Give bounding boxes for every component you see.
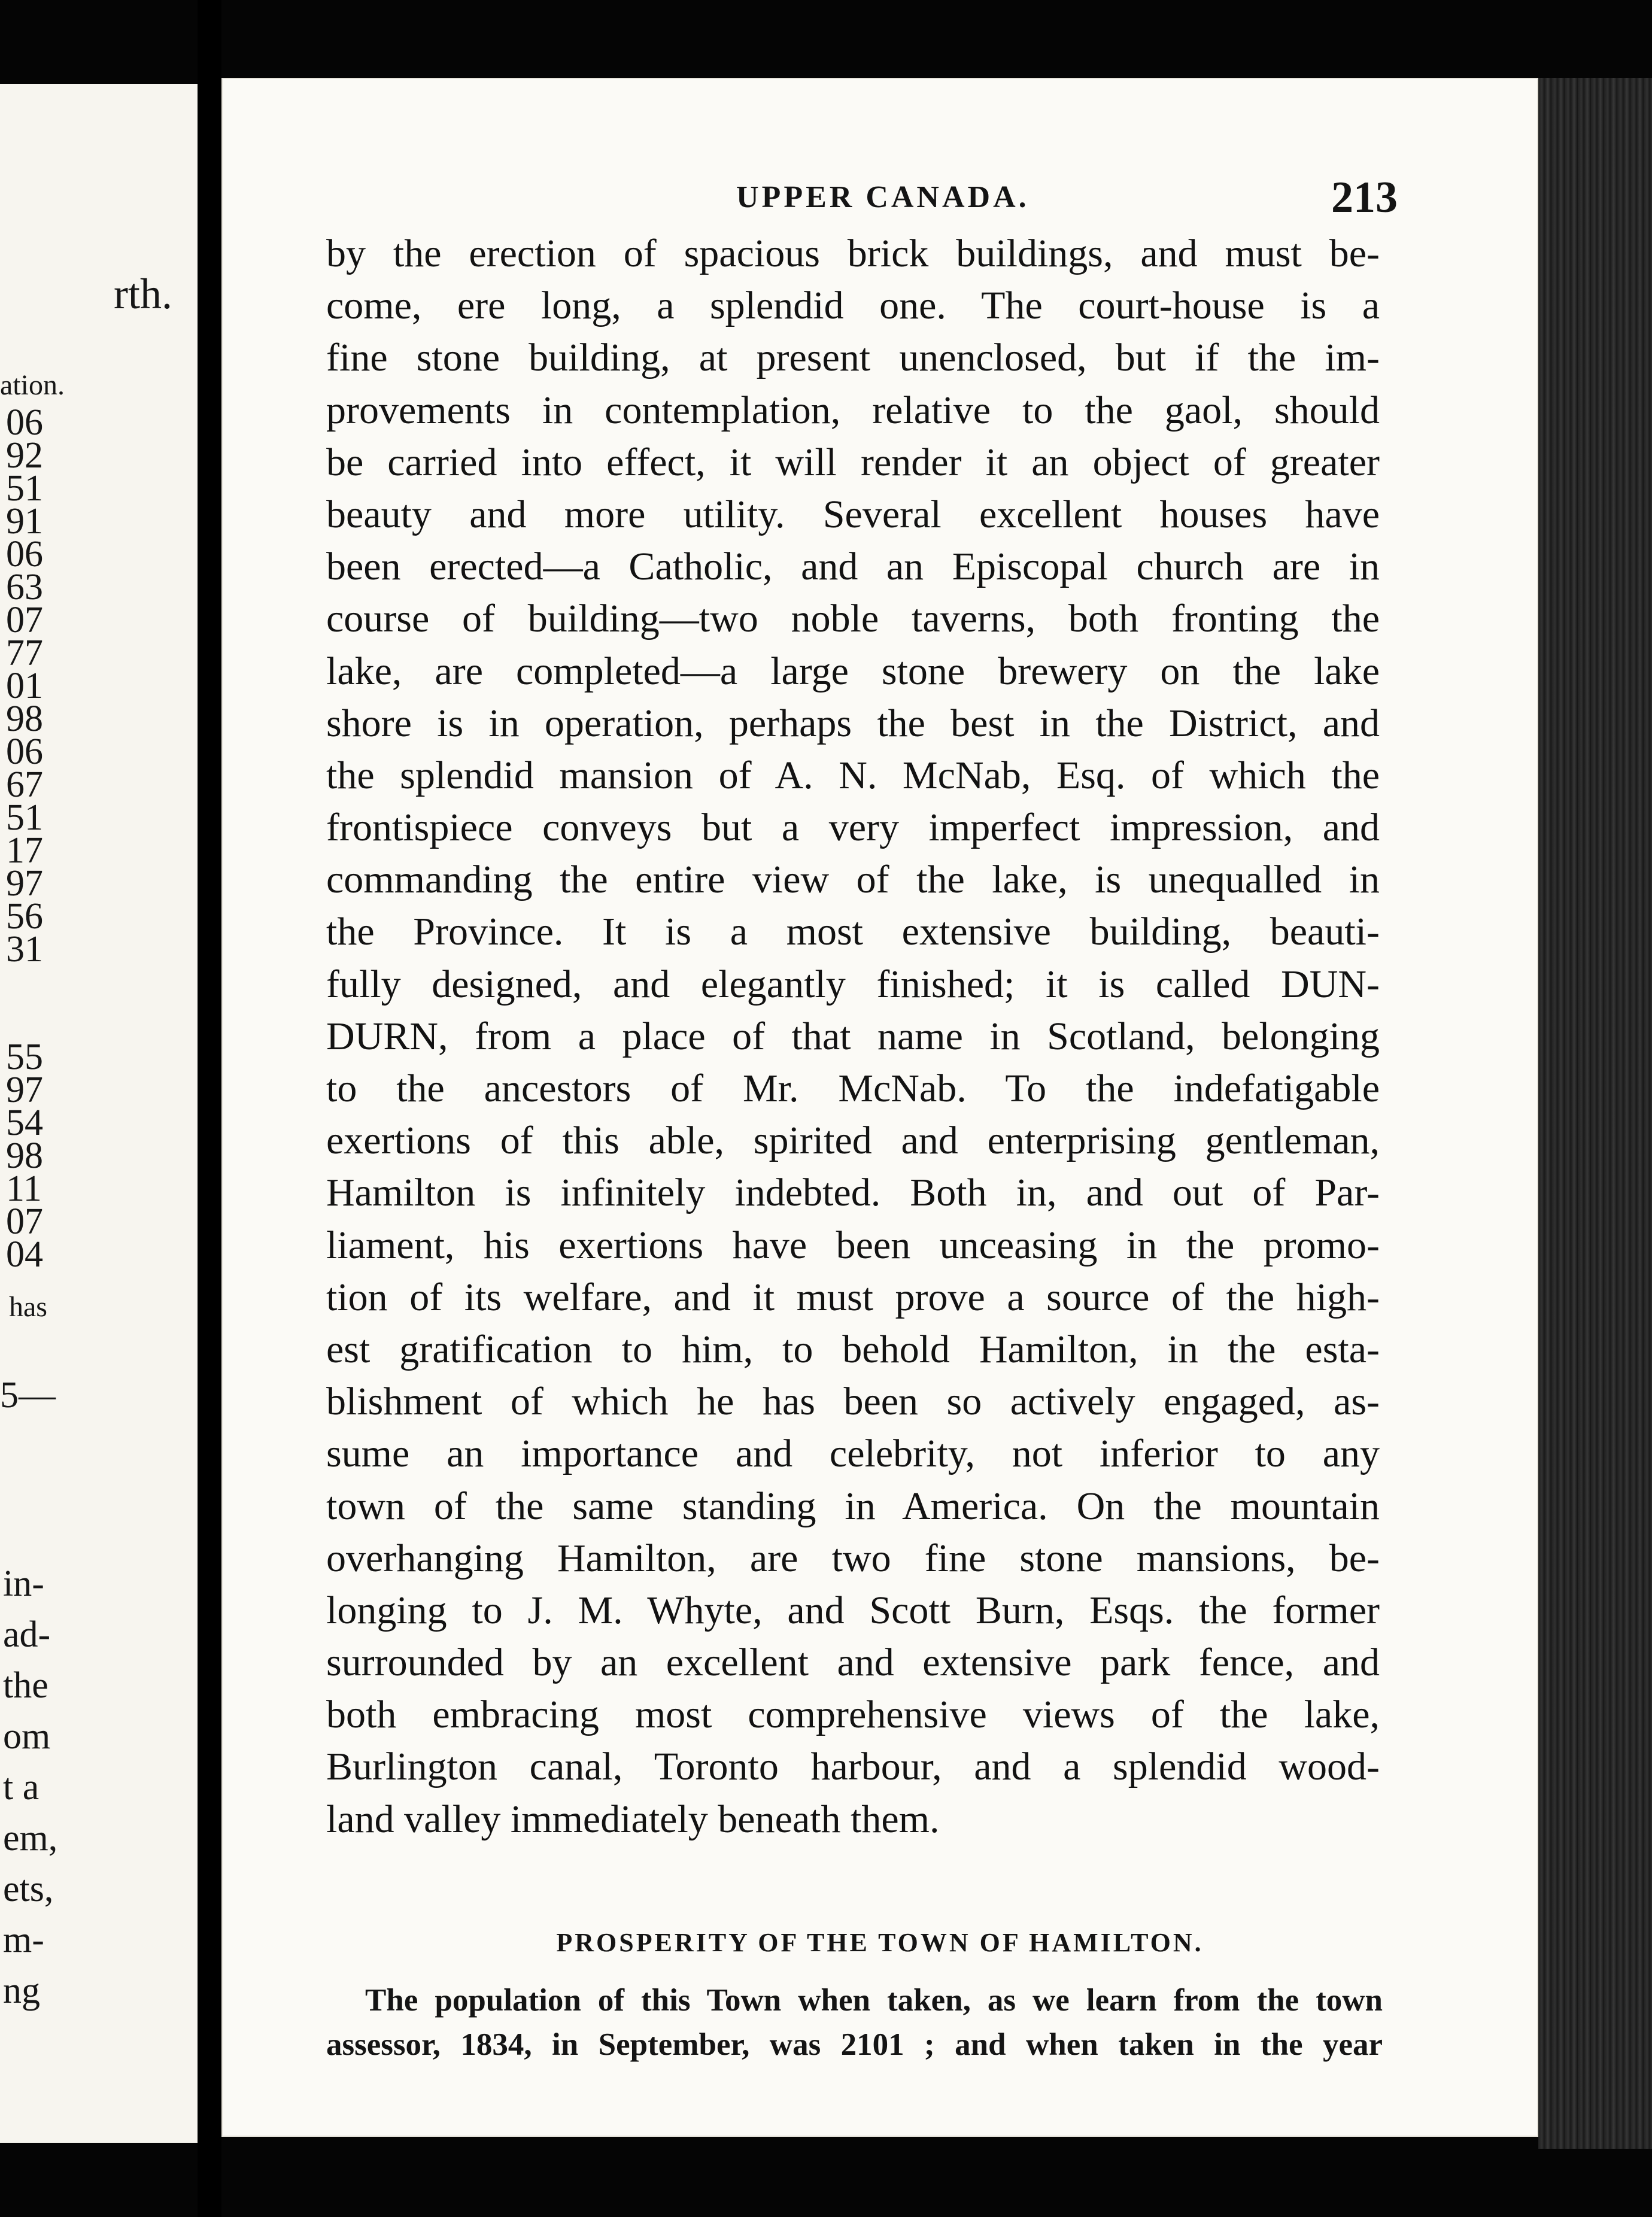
facing-page-fragment: 17: [6, 830, 43, 871]
facing-page-fragment: 07: [6, 1201, 43, 1242]
facing-page-fragment: ation.: [0, 369, 65, 401]
facing-page-fragment: 98: [6, 1135, 43, 1176]
section-heading: PROSPERITY OF THE TOWN OF HAMILTON.: [556, 1928, 1204, 1957]
text-line: surrounded by an excellent and extensive park fence, and: [326, 1641, 1380, 1685]
facing-page-fragment: 77: [6, 633, 43, 673]
text-line: been erected—a Catholic, and an Episcopal church are in: [326, 545, 1380, 589]
facing-page-fragment: rth.: [114, 270, 172, 318]
facing-page-fragment: in-: [3, 1563, 44, 1604]
book-page: [221, 78, 1538, 2137]
facing-page-fragment: 51: [6, 797, 43, 838]
text-line: come, ere long, a splendid one. The court-house is a: [326, 284, 1380, 328]
facing-page-fragment: 91: [6, 501, 43, 542]
facing-page-fragment: 06: [6, 731, 43, 772]
running-head: UPPER CANADA.: [736, 180, 1030, 214]
text-line: liament, his exertions have been unceasing in the promo-: [326, 1223, 1380, 1267]
text-line: shore is in operation, perhaps the best in the District, and: [326, 701, 1380, 745]
facing-page-fragment: 98: [6, 698, 43, 739]
facing-page-fragment: ad-: [3, 1614, 51, 1655]
text-line: lake, are completed—a large stone brewery on the lake: [326, 649, 1380, 693]
text-line: commanding the entire view of the lake, is unequalled in: [326, 858, 1380, 902]
text-line: the Province. It is a most extensive building, beauti-: [326, 910, 1380, 954]
facing-page-fragment: m-: [3, 1920, 44, 1960]
text-line: fully designed, and elegantly finished; it is called DUN-: [326, 962, 1380, 1006]
text-line: exertions of this able, spirited and enterprising gentleman,: [326, 1119, 1380, 1163]
text-line: Hamilton is infinitely indebted. Both in, and out of Par-: [326, 1171, 1380, 1215]
facing-page-fragment: 92: [6, 435, 43, 476]
text-line: the splendid mansion of A. N. McNab, Esq. of which the: [326, 753, 1380, 797]
facing-page-fragment: 07: [6, 600, 43, 640]
facing-page-fragment: em,: [3, 1818, 58, 1858]
facing-page-fragment: 01: [6, 666, 43, 706]
page-number: 213: [1331, 173, 1398, 222]
text-line: to the ancestors of Mr. McNab. To the indefatigable: [326, 1067, 1380, 1110]
text-line: longing to J. M. Whyte, and Scott Burn, Esqs. the former: [326, 1588, 1380, 1632]
text-line: est gratification to him, to behold Hamilton, in the esta-: [326, 1327, 1380, 1371]
text-line: DURN, from a place of that name in Scotland, belonging: [326, 1014, 1380, 1058]
text-line: blishment of which he has been so actively engaged, as-: [326, 1380, 1380, 1424]
small-type-paragraph: [326, 1978, 1383, 2067]
facing-page-fragment: ng: [3, 1970, 40, 2011]
facing-page-fragment: 67: [6, 764, 43, 805]
small-text-line: The population of this Town when taken, as we learn from the town: [365, 1983, 1383, 2018]
text-line: both embracing most comprehensive views of the lake,: [326, 1693, 1380, 1737]
facing-page-fragment: 51: [6, 468, 43, 509]
facing-page-fragment: has: [9, 1291, 47, 1323]
facing-page-fragment: 31: [6, 929, 43, 970]
text-line: frontispiece conveys but a very imperfect impression, and: [326, 806, 1380, 850]
facing-page-fragment: 04: [6, 1234, 43, 1275]
page-fore-edge: [1538, 78, 1652, 2149]
facing-page-fragment: t a: [3, 1767, 40, 1808]
text-line: land valley immediately beneath them.: [326, 1797, 940, 1841]
text-line: Burlington canal, Toronto harbour, and a splendid wood-: [326, 1745, 1380, 1789]
book-gutter: [198, 0, 221, 2217]
facing-page-fragment: the: [3, 1665, 48, 1706]
facing-page-fragment: 11: [6, 1168, 42, 1209]
text-line: town of the same standing in America. On the mountain: [326, 1484, 1380, 1528]
text-line: provements in contemplation, relative to the gaol, should: [326, 388, 1380, 432]
facing-page-fragment: om: [3, 1716, 51, 1757]
text-line: sume an importance and celebrity, not inferior to any: [326, 1432, 1380, 1476]
facing-page-fragment: 97: [6, 863, 43, 904]
facing-page-fragment: 56: [6, 896, 43, 937]
text-line: course of building—two noble taverns, both fronting the: [326, 597, 1380, 641]
facing-page-fragment: 55: [6, 1037, 43, 1077]
text-line: tion of its welfare, and it must prove a source of the high-: [326, 1275, 1380, 1319]
facing-page-fragment: 97: [6, 1070, 43, 1110]
text-line: be carried into effect, it will render it an object of greater: [326, 440, 1380, 484]
facing-page-fragment: 63: [6, 567, 43, 608]
facing-page-fragment: 06: [6, 402, 43, 443]
facing-page-left: [0, 84, 198, 2143]
text-line: beauty and more utility. Several excellent houses have: [326, 492, 1380, 536]
facing-page-fragment: 5—: [0, 1375, 56, 1416]
text-line: fine stone building, at present unenclosed, but if the im-: [326, 336, 1380, 380]
text-line: overhanging Hamilton, are two fine stone mansions, be-: [326, 1536, 1380, 1580]
body-text: [326, 227, 1380, 1845]
facing-page-fragment: 06: [6, 534, 43, 575]
facing-page-fragment: ets,: [3, 1869, 54, 1909]
text-line: by the erection of spacious brick buildings, and must be-: [326, 232, 1380, 275]
facing-page-fragment: 54: [6, 1103, 43, 1143]
small-text-line: assessor, 1834, in September, was 2101 ; and when taken in the year: [326, 2027, 1383, 2062]
